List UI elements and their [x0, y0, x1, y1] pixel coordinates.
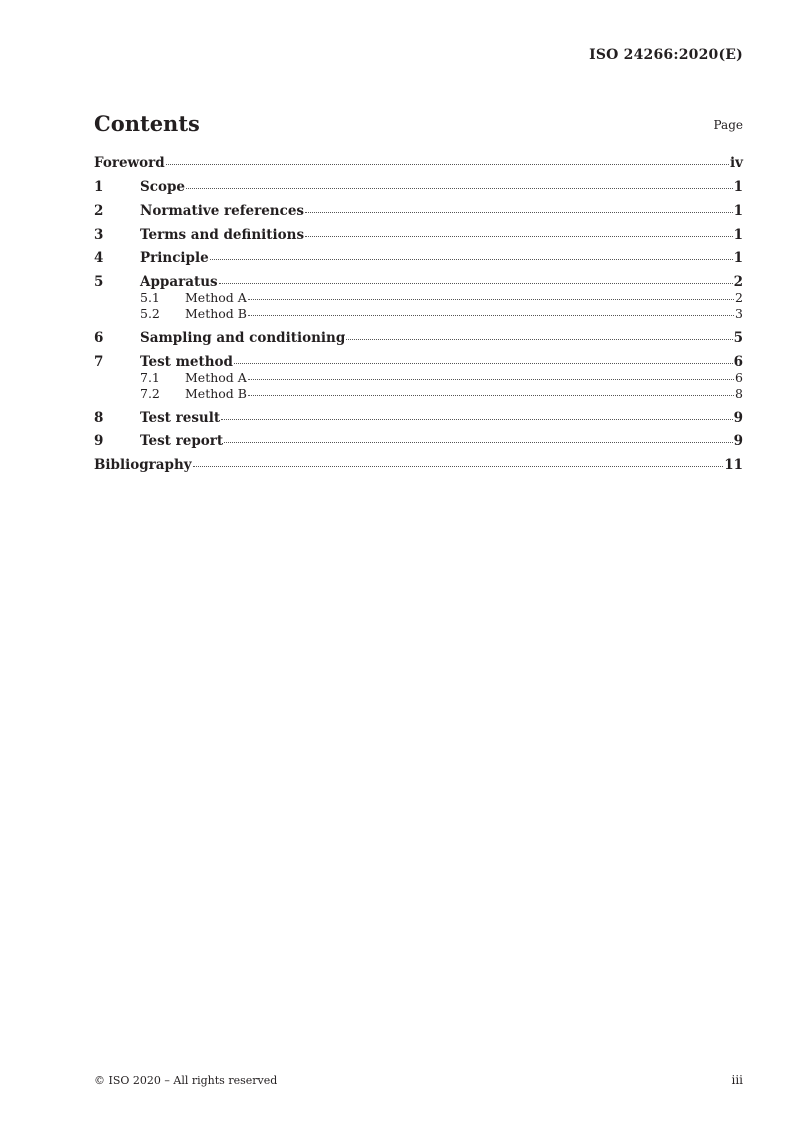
page-column-label: Page	[713, 118, 743, 132]
toc-entry-title: Test report	[140, 433, 224, 449]
toc-entry-test-method[interactable]	[94, 354, 743, 370]
toc-leader	[305, 236, 733, 237]
contents-title: Contents	[94, 111, 200, 136]
toc-leader	[305, 212, 733, 213]
toc-leader	[186, 188, 733, 189]
toc-entry-number: 4	[94, 250, 104, 266]
toc-leader	[234, 363, 733, 364]
toc-entry-number: 5.2	[140, 306, 160, 321]
toc-entry-number: 5	[94, 274, 104, 290]
toc-entry-title: Method A	[185, 290, 247, 305]
toc-entry-number: 7.2	[140, 386, 160, 401]
toc-entry-page: iv	[730, 155, 743, 171]
toc-entry-number: 7	[94, 354, 104, 370]
toc-entry-number: 7.1	[140, 370, 160, 385]
toc-leader	[248, 395, 734, 396]
toc-entry-title: Test result	[140, 410, 221, 426]
footer-page-number: iii	[731, 1073, 743, 1087]
toc-entry-page: 11	[724, 457, 743, 473]
toc-entry-page: 2	[735, 290, 743, 305]
toc-leader	[193, 466, 724, 467]
toc-entry-title: Sampling and conditioning	[140, 330, 346, 346]
toc-entry-title: Normative references	[140, 203, 305, 219]
toc-entry-terms-and-definitions[interactable]	[94, 227, 743, 243]
toc-entry-page: 1	[733, 250, 743, 266]
toc-entry-test-method-method-a[interactable]	[94, 370, 743, 386]
document-id: ISO 24266:2020(E)	[589, 47, 743, 63]
toc-entry-title: Test method	[140, 354, 233, 370]
toc-entry-foreword[interactable]	[94, 155, 743, 171]
toc-entry-title: Apparatus	[140, 274, 218, 290]
toc-entry-test-method-method-b[interactable]	[94, 386, 743, 402]
toc-entry-number: 8	[94, 410, 104, 426]
toc-entry-apparatus[interactable]	[94, 274, 743, 290]
toc-entry-page: 6	[733, 354, 743, 370]
toc-entry-page: 6	[735, 370, 743, 385]
toc-entry-title: Foreword	[94, 155, 165, 171]
toc-entry-test-report[interactable]	[94, 433, 743, 449]
toc-entry-bibliography[interactable]	[94, 457, 743, 473]
toc-entry-title: Method B	[185, 386, 247, 401]
toc-entry-apparatus-method-a[interactable]	[94, 290, 743, 306]
toc-leader	[248, 299, 734, 300]
toc-entry-number: 2	[94, 203, 104, 219]
toc-leader	[221, 419, 732, 420]
toc-entry-page: 3	[735, 306, 743, 321]
toc-entry-title: Method A	[185, 370, 247, 385]
toc-entry-title: Terms and definitions	[140, 227, 305, 243]
toc-entry-page: 1	[733, 227, 743, 243]
toc-leader	[219, 283, 733, 284]
toc-entry-sampling-and-conditioning[interactable]	[94, 330, 743, 346]
toc-leader	[346, 339, 732, 340]
toc-entry-number: 3	[94, 227, 104, 243]
toc-entry-number: 1	[94, 179, 104, 195]
toc-entry-number: 9	[94, 433, 104, 449]
toc-entry-page: 5	[733, 330, 743, 346]
toc-entry-title: Method B	[185, 306, 247, 321]
toc-entry-test-result[interactable]	[94, 410, 743, 426]
toc-entry-title: Scope	[140, 179, 186, 195]
toc-leader	[248, 315, 734, 316]
toc-entry-page: 9	[733, 410, 743, 426]
toc-entry-page: 8	[735, 386, 743, 401]
toc-entry-page: 2	[733, 274, 743, 290]
toc-entry-normative-references[interactable]	[94, 203, 743, 219]
toc-entry-principle[interactable]	[94, 250, 743, 266]
toc-leader	[166, 164, 729, 165]
toc-entry-scope[interactable]	[94, 179, 743, 195]
footer-copyright: © ISO 2020 – All rights reserved	[94, 1074, 278, 1087]
toc-leader	[248, 379, 734, 380]
toc-entry-title: Bibliography	[94, 457, 192, 473]
toc-entry-page: 1	[733, 203, 743, 219]
toc-entry-page: 9	[733, 433, 743, 449]
toc-entry-title: Principle	[140, 250, 209, 266]
toc-leader	[210, 259, 733, 260]
toc-leader	[224, 442, 732, 443]
toc-entry-apparatus-method-b[interactable]	[94, 306, 743, 322]
toc-entry-number: 6	[94, 330, 104, 346]
toc-entry-number: 5.1	[140, 290, 160, 305]
toc-entry-page: 1	[733, 179, 743, 195]
